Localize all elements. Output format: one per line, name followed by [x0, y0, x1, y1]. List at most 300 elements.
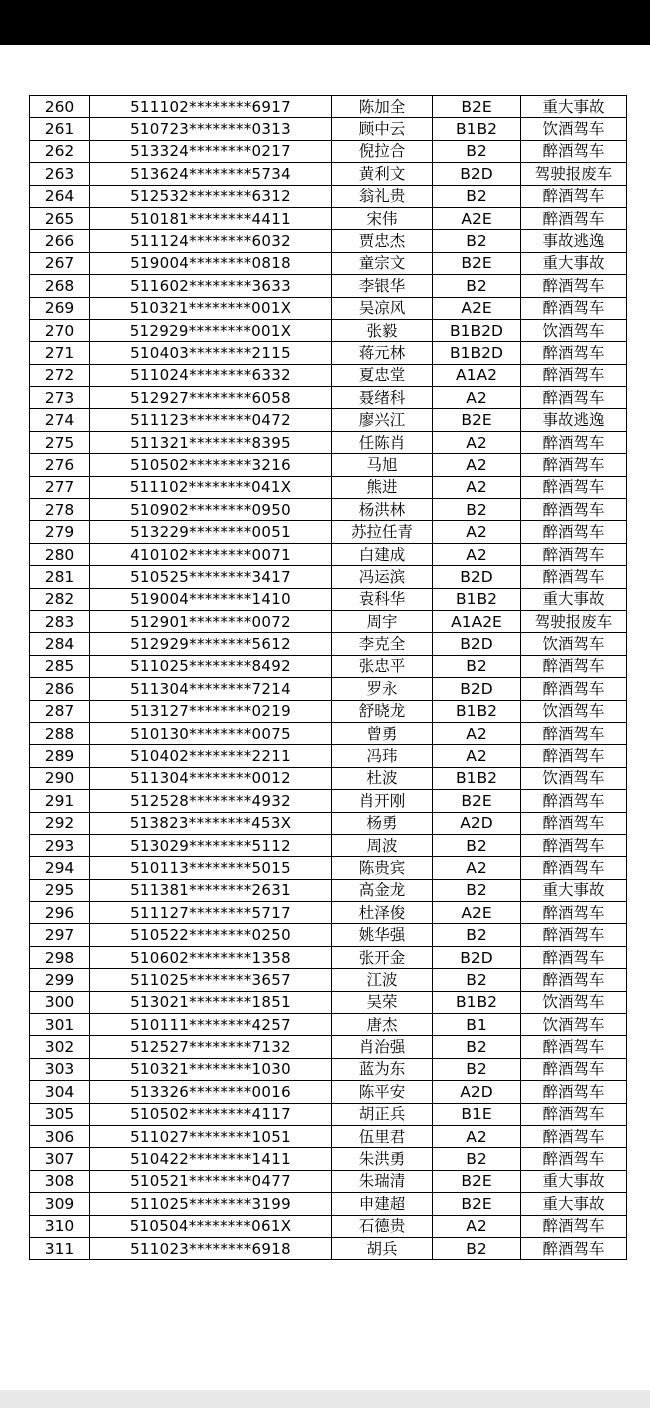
id-number-cell: 511023********6918: [90, 1237, 332, 1259]
person-name-cell: 夏忠堂: [332, 364, 433, 386]
violation-type-cell: 醉酒驾车: [521, 543, 627, 565]
violation-type-cell: 醉酒驾车: [521, 454, 627, 476]
id-number-cell: 511381********2631: [90, 879, 332, 901]
person-name-cell: 蓝为东: [332, 1058, 433, 1080]
person-name-cell: 罗永: [332, 678, 433, 700]
person-name-cell: 袁科华: [332, 588, 433, 610]
license-class-cell: A2: [433, 1125, 521, 1147]
person-name-cell: 冯玮: [332, 745, 433, 767]
license-class-cell: A2: [433, 543, 521, 565]
violation-type-cell: 饮酒驾车: [521, 700, 627, 722]
id-number-cell: 511123********0472: [90, 409, 332, 431]
person-name-cell: 黄利文: [332, 163, 433, 185]
violation-type-cell: 饮酒驾车: [521, 991, 627, 1013]
person-name-cell: 倪拉合: [332, 140, 433, 162]
license-class-cell: B2: [433, 924, 521, 946]
violation-type-cell: 醉酒驾车: [521, 431, 627, 453]
license-class-cell: A2: [433, 431, 521, 453]
id-number-cell: 511304********7214: [90, 678, 332, 700]
violation-type-cell: 重大事故: [521, 1193, 627, 1215]
license-class-cell: A2: [433, 521, 521, 543]
table-row: [30, 700, 627, 722]
table-row: [30, 118, 627, 140]
person-name-cell: 吴凉风: [332, 297, 433, 319]
row-number-cell: 273: [30, 387, 90, 409]
table-row: [30, 946, 627, 968]
person-name-cell: 翁礼贵: [332, 185, 433, 207]
id-number-cell: 510902********0950: [90, 499, 332, 521]
person-name-cell: 张开金: [332, 946, 433, 968]
table-row: [30, 1036, 627, 1058]
row-number-cell: 272: [30, 364, 90, 386]
row-number-cell: 278: [30, 499, 90, 521]
id-number-cell: 510522********0250: [90, 924, 332, 946]
table-row: [30, 252, 627, 274]
violation-type-cell: 醉酒驾车: [521, 655, 627, 677]
license-class-cell: B1B2: [433, 767, 521, 789]
table-row: [30, 319, 627, 341]
license-class-cell: B2D: [433, 946, 521, 968]
row-number-cell: 306: [30, 1125, 90, 1147]
person-name-cell: 白建成: [332, 543, 433, 565]
id-number-cell: 510723********0313: [90, 118, 332, 140]
table-row: [30, 543, 627, 565]
row-number-cell: 283: [30, 610, 90, 632]
table-row: [30, 387, 627, 409]
violation-type-cell: 醉酒驾车: [521, 140, 627, 162]
license-class-cell: A2: [433, 476, 521, 498]
table-row: [30, 163, 627, 185]
row-number-cell: 309: [30, 1193, 90, 1215]
table-row: [30, 275, 627, 297]
table-row: [30, 991, 627, 1013]
table-row: [30, 1193, 627, 1215]
license-class-cell: B2D: [433, 633, 521, 655]
violation-type-cell: 醉酒驾车: [521, 1237, 627, 1259]
id-number-cell: 510502********3216: [90, 454, 332, 476]
person-name-cell: 顾中云: [332, 118, 433, 140]
person-name-cell: 吴荣: [332, 991, 433, 1013]
person-name-cell: 蒋元林: [332, 342, 433, 364]
violation-type-cell: 驾驶报废车: [521, 163, 627, 185]
person-name-cell: 姚华强: [332, 924, 433, 946]
table-row: [30, 185, 627, 207]
person-name-cell: 周波: [332, 834, 433, 856]
id-number-cell: 510111********4257: [90, 1014, 332, 1036]
person-name-cell: 胡正兵: [332, 1103, 433, 1125]
row-number-cell: 293: [30, 834, 90, 856]
table-row: [30, 1081, 627, 1103]
id-number-cell: 519004********1410: [90, 588, 332, 610]
table-row: [30, 96, 627, 118]
person-name-cell: 苏拉任青: [332, 521, 433, 543]
violation-type-cell: 饮酒驾车: [521, 319, 627, 341]
row-number-cell: 289: [30, 745, 90, 767]
id-number-cell: 512929********5612: [90, 633, 332, 655]
violation-type-cell: 醉酒驾车: [521, 1215, 627, 1237]
person-name-cell: 舒晓龙: [332, 700, 433, 722]
id-number-cell: 513324********0217: [90, 140, 332, 162]
license-class-cell: A2: [433, 454, 521, 476]
person-name-cell: 马旭: [332, 454, 433, 476]
license-class-cell: B2: [433, 879, 521, 901]
table-row: [30, 1170, 627, 1192]
row-number-cell: 296: [30, 902, 90, 924]
license-class-cell: A2: [433, 745, 521, 767]
id-number-cell: 510521********0477: [90, 1170, 332, 1192]
license-class-cell: B1B2: [433, 118, 521, 140]
row-number-cell: 281: [30, 566, 90, 588]
id-number-cell: 510525********3417: [90, 566, 332, 588]
person-name-cell: 曾勇: [332, 722, 433, 744]
row-number-cell: 267: [30, 252, 90, 274]
row-number-cell: 308: [30, 1170, 90, 1192]
id-number-cell: 510321********001X: [90, 297, 332, 319]
violation-type-cell: 醉酒驾车: [521, 946, 627, 968]
row-number-cell: 311: [30, 1237, 90, 1259]
license-class-cell: B2: [433, 1058, 521, 1080]
violation-type-cell: 醉酒驾车: [521, 969, 627, 991]
row-number-cell: 298: [30, 946, 90, 968]
person-name-cell: 周宇: [332, 610, 433, 632]
person-name-cell: 陈加全: [332, 96, 433, 118]
person-name-cell: 陈贵宾: [332, 857, 433, 879]
license-class-cell: B1B2: [433, 991, 521, 1013]
person-name-cell: 宋伟: [332, 207, 433, 229]
license-class-cell: B1B2D: [433, 319, 521, 341]
person-name-cell: 伍里君: [332, 1125, 433, 1147]
violation-type-cell: 醉酒驾车: [521, 1036, 627, 1058]
violation-type-cell: 重大事故: [521, 588, 627, 610]
person-name-cell: 杨勇: [332, 812, 433, 834]
id-number-cell: 512929********001X: [90, 319, 332, 341]
table-row: [30, 1125, 627, 1147]
document-table-container: [29, 95, 626, 1260]
violation-type-cell: 醉酒驾车: [521, 566, 627, 588]
row-number-cell: 266: [30, 230, 90, 252]
license-class-cell: A1A2E: [433, 610, 521, 632]
row-number-cell: 274: [30, 409, 90, 431]
violation-type-cell: 醉酒驾车: [521, 387, 627, 409]
table-row: [30, 969, 627, 991]
id-number-cell: 511124********6032: [90, 230, 332, 252]
id-number-cell: 513021********1851: [90, 991, 332, 1013]
id-number-cell: 511027********1051: [90, 1125, 332, 1147]
id-number-cell: 510321********1030: [90, 1058, 332, 1080]
row-number-cell: 264: [30, 185, 90, 207]
row-number-cell: 302: [30, 1036, 90, 1058]
violation-type-cell: 醉酒驾车: [521, 364, 627, 386]
violation-type-cell: 饮酒驾车: [521, 1014, 627, 1036]
license-class-cell: B2: [433, 185, 521, 207]
row-number-cell: 303: [30, 1058, 90, 1080]
table-row: [30, 230, 627, 252]
violation-type-cell: 醉酒驾车: [521, 275, 627, 297]
id-number-cell: 511025********3199: [90, 1193, 332, 1215]
license-class-cell: B2: [433, 655, 521, 677]
license-class-cell: A2E: [433, 902, 521, 924]
person-name-cell: 申建超: [332, 1193, 433, 1215]
row-number-cell: 280: [30, 543, 90, 565]
table-row: [30, 902, 627, 924]
row-number-cell: 279: [30, 521, 90, 543]
table-row: [30, 1215, 627, 1237]
table-row: [30, 610, 627, 632]
violation-type-cell: 饮酒驾车: [521, 118, 627, 140]
id-number-cell: 510422********1411: [90, 1148, 332, 1170]
table-row: [30, 566, 627, 588]
table-row: [30, 655, 627, 677]
violation-type-cell: 醉酒驾车: [521, 342, 627, 364]
person-name-cell: 李克全: [332, 633, 433, 655]
person-name-cell: 廖兴江: [332, 409, 433, 431]
table-row: [30, 409, 627, 431]
row-number-cell: 268: [30, 275, 90, 297]
id-number-cell: 513326********0016: [90, 1081, 332, 1103]
row-number-cell: 301: [30, 1014, 90, 1036]
violation-type-cell: 重大事故: [521, 252, 627, 274]
row-number-cell: 284: [30, 633, 90, 655]
row-number-cell: 262: [30, 140, 90, 162]
table-row: [30, 364, 627, 386]
person-name-cell: 冯运滨: [332, 566, 433, 588]
row-number-cell: 295: [30, 879, 90, 901]
violation-type-cell: 事故逃逸: [521, 230, 627, 252]
row-number-cell: 263: [30, 163, 90, 185]
license-class-cell: B2: [433, 1237, 521, 1259]
id-number-cell: 511304********0012: [90, 767, 332, 789]
license-class-cell: B1: [433, 1014, 521, 1036]
id-number-cell: 510502********4117: [90, 1103, 332, 1125]
person-name-cell: 杨洪林: [332, 499, 433, 521]
row-number-cell: 305: [30, 1103, 90, 1125]
row-number-cell: 307: [30, 1148, 90, 1170]
row-number-cell: 286: [30, 678, 90, 700]
license-class-cell: A2D: [433, 1081, 521, 1103]
table-row: [30, 1237, 627, 1259]
row-number-cell: 292: [30, 812, 90, 834]
license-class-cell: A2E: [433, 207, 521, 229]
license-class-cell: B2: [433, 499, 521, 521]
table-row: [30, 454, 627, 476]
table-row: [30, 521, 627, 543]
license-class-cell: B2E: [433, 252, 521, 274]
table-row: [30, 633, 627, 655]
license-class-cell: B2D: [433, 566, 521, 588]
license-class-cell: A2: [433, 857, 521, 879]
person-name-cell: 李银华: [332, 275, 433, 297]
id-number-cell: 513029********5112: [90, 834, 332, 856]
table-row: [30, 857, 627, 879]
id-number-cell: 512901********0072: [90, 610, 332, 632]
license-class-cell: B2: [433, 1148, 521, 1170]
violation-type-cell: 醉酒驾车: [521, 678, 627, 700]
table-row: [30, 297, 627, 319]
violation-type-cell: 醉酒驾车: [521, 834, 627, 856]
license-class-cell: A2D: [433, 812, 521, 834]
row-number-cell: 299: [30, 969, 90, 991]
license-class-cell: A2E: [433, 297, 521, 319]
violation-type-cell: 醉酒驾车: [521, 521, 627, 543]
table-row: [30, 431, 627, 453]
person-name-cell: 杜泽俊: [332, 902, 433, 924]
id-number-cell: 511102********041X: [90, 476, 332, 498]
id-number-cell: 513229********0051: [90, 521, 332, 543]
id-number-cell: 511127********5717: [90, 902, 332, 924]
id-number-cell: 511102********6917: [90, 96, 332, 118]
id-number-cell: 510113********5015: [90, 857, 332, 879]
violation-type-cell: 醉酒驾车: [521, 790, 627, 812]
license-class-cell: B2E: [433, 96, 521, 118]
row-number-cell: 260: [30, 96, 90, 118]
table-row: [30, 745, 627, 767]
violation-type-cell: 饮酒驾车: [521, 767, 627, 789]
person-name-cell: 任陈肖: [332, 431, 433, 453]
violation-type-cell: 醉酒驾车: [521, 1058, 627, 1080]
license-class-cell: B1B2D: [433, 342, 521, 364]
table-row: [30, 678, 627, 700]
id-number-cell: 511025********8492: [90, 655, 332, 677]
license-class-cell: B2: [433, 834, 521, 856]
violation-type-cell: 重大事故: [521, 879, 627, 901]
table-row: [30, 1058, 627, 1080]
id-number-cell: 510403********2115: [90, 342, 332, 364]
violation-type-cell: 醉酒驾车: [521, 1081, 627, 1103]
row-number-cell: 270: [30, 319, 90, 341]
top-status-bar: [0, 0, 650, 45]
table-row: [30, 767, 627, 789]
person-name-cell: 陈平安: [332, 1081, 433, 1103]
violation-type-cell: 醉酒驾车: [521, 207, 627, 229]
license-class-cell: B2: [433, 969, 521, 991]
table-row: [30, 342, 627, 364]
id-number-cell: 510602********1358: [90, 946, 332, 968]
violation-type-cell: 醉酒驾车: [521, 297, 627, 319]
license-class-cell: A2: [433, 722, 521, 744]
license-class-cell: B2D: [433, 163, 521, 185]
violation-type-cell: 醉酒驾车: [521, 499, 627, 521]
person-name-cell: 江波: [332, 969, 433, 991]
row-number-cell: 300: [30, 991, 90, 1013]
violation-type-cell: 醉酒驾车: [521, 185, 627, 207]
row-number-cell: 271: [30, 342, 90, 364]
id-number-cell: 513823********453X: [90, 812, 332, 834]
person-name-cell: 熊进: [332, 476, 433, 498]
person-name-cell: 肖开刚: [332, 790, 433, 812]
table-row: [30, 588, 627, 610]
violation-type-cell: 醉酒驾车: [521, 924, 627, 946]
license-class-cell: B2D: [433, 678, 521, 700]
license-class-cell: A1A2: [433, 364, 521, 386]
row-number-cell: 287: [30, 700, 90, 722]
violation-type-cell: 醉酒驾车: [521, 857, 627, 879]
license-class-cell: B1E: [433, 1103, 521, 1125]
table-row: [30, 924, 627, 946]
id-number-cell: 510181********4411: [90, 207, 332, 229]
id-number-cell: 513127********0219: [90, 700, 332, 722]
license-class-cell: A2: [433, 1215, 521, 1237]
violation-type-cell: 事故逃逸: [521, 409, 627, 431]
table-row: [30, 207, 627, 229]
table-body: [30, 96, 627, 1260]
row-number-cell: 288: [30, 722, 90, 744]
table-row: [30, 476, 627, 498]
violation-type-cell: 重大事故: [521, 1170, 627, 1192]
table-row: [30, 499, 627, 521]
license-class-cell: B2E: [433, 1170, 521, 1192]
table-row: [30, 812, 627, 834]
id-number-cell: 511025********3657: [90, 969, 332, 991]
license-class-cell: B2E: [433, 1193, 521, 1215]
table-row: [30, 1014, 627, 1036]
person-name-cell: 唐杰: [332, 1014, 433, 1036]
violation-type-cell: 醉酒驾车: [521, 1103, 627, 1125]
row-number-cell: 275: [30, 431, 90, 453]
violation-type-cell: 醉酒驾车: [521, 1125, 627, 1147]
id-number-cell: 511321********8395: [90, 431, 332, 453]
person-name-cell: 高金龙: [332, 879, 433, 901]
table-row: [30, 722, 627, 744]
violation-type-cell: 重大事故: [521, 96, 627, 118]
row-number-cell: 304: [30, 1081, 90, 1103]
violation-type-cell: 醉酒驾车: [521, 1148, 627, 1170]
person-name-cell: 石德贵: [332, 1215, 433, 1237]
row-number-cell: 297: [30, 924, 90, 946]
violation-type-cell: 醉酒驾车: [521, 902, 627, 924]
id-number-cell: 510504********061X: [90, 1215, 332, 1237]
id-number-cell: 512927********6058: [90, 387, 332, 409]
row-number-cell: 310: [30, 1215, 90, 1237]
license-class-cell: A2: [433, 387, 521, 409]
id-number-cell: 519004********0818: [90, 252, 332, 274]
row-number-cell: 285: [30, 655, 90, 677]
violation-type-cell: 饮酒驾车: [521, 633, 627, 655]
violation-type-cell: 醉酒驾车: [521, 476, 627, 498]
id-number-cell: 511024********6332: [90, 364, 332, 386]
license-class-cell: B2: [433, 1036, 521, 1058]
violation-type-cell: 驾驶报废车: [521, 610, 627, 632]
row-number-cell: 291: [30, 790, 90, 812]
person-name-cell: 张忠平: [332, 655, 433, 677]
row-number-cell: 294: [30, 857, 90, 879]
row-number-cell: 290: [30, 767, 90, 789]
person-name-cell: 胡兵: [332, 1237, 433, 1259]
person-name-cell: 肖治强: [332, 1036, 433, 1058]
violation-type-cell: 醉酒驾车: [521, 745, 627, 767]
person-name-cell: 童宗文: [332, 252, 433, 274]
table-row: [30, 140, 627, 162]
table-row: [30, 834, 627, 856]
row-number-cell: 277: [30, 476, 90, 498]
id-number-cell: 510402********2211: [90, 745, 332, 767]
driver-revocation-table: [29, 95, 627, 1260]
license-class-cell: B2: [433, 140, 521, 162]
table-row: [30, 1148, 627, 1170]
row-number-cell: 282: [30, 588, 90, 610]
table-row: [30, 790, 627, 812]
id-number-cell: 511602********3633: [90, 275, 332, 297]
id-number-cell: 510130********0075: [90, 722, 332, 744]
person-name-cell: 杜波: [332, 767, 433, 789]
license-class-cell: B1B2: [433, 588, 521, 610]
row-number-cell: 269: [30, 297, 90, 319]
violation-type-cell: 醉酒驾车: [521, 722, 627, 744]
person-name-cell: 张毅: [332, 319, 433, 341]
row-number-cell: 265: [30, 207, 90, 229]
license-class-cell: B1B2: [433, 700, 521, 722]
person-name-cell: 贾忠杰: [332, 230, 433, 252]
row-number-cell: 261: [30, 118, 90, 140]
